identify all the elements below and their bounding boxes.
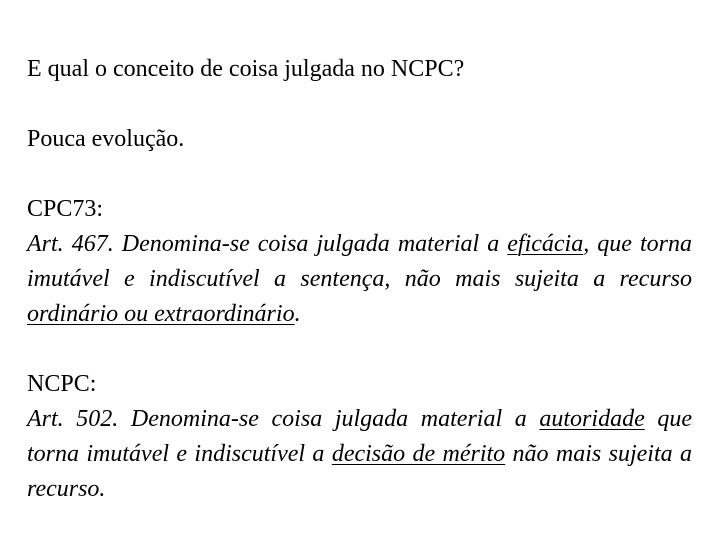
cpc73-text-2: , que torna imutável e indiscutível a sentença, não mais sujeita a recurso	[27, 231, 692, 292]
cpc73-article	[27, 227, 692, 332]
cpc73-underline-1: eficácia	[507, 231, 584, 257]
cpc73-text-1: Art. 467. Denomina-se coisa julgada material a	[27, 231, 508, 257]
ncpc-article	[27, 402, 692, 507]
ncpc-underline-1: autoridade	[539, 406, 645, 432]
slide-content	[27, 52, 692, 507]
cpc73-heading: CPC73:	[27, 196, 104, 222]
ncpc-text-3: não mais sujeita a recurso.	[27, 441, 693, 502]
ncpc-underline-2: decisão de mérito	[331, 441, 506, 467]
remark-line: Pouca evolução.	[27, 126, 185, 152]
ncpc-text-1: Art. 502. Denomina-se coisa julgada material a	[27, 406, 540, 432]
ncpc-text-2: que torna imutável e indiscutível a	[27, 406, 693, 467]
cpc73-text-3: .	[294, 301, 301, 327]
cpc73-underline-2: ordinário ou extraordinário	[27, 301, 295, 327]
ncpc-heading: NCPC:	[27, 371, 97, 397]
question-line: E qual o conceito de coisa julgada no NCPC?	[27, 56, 465, 82]
